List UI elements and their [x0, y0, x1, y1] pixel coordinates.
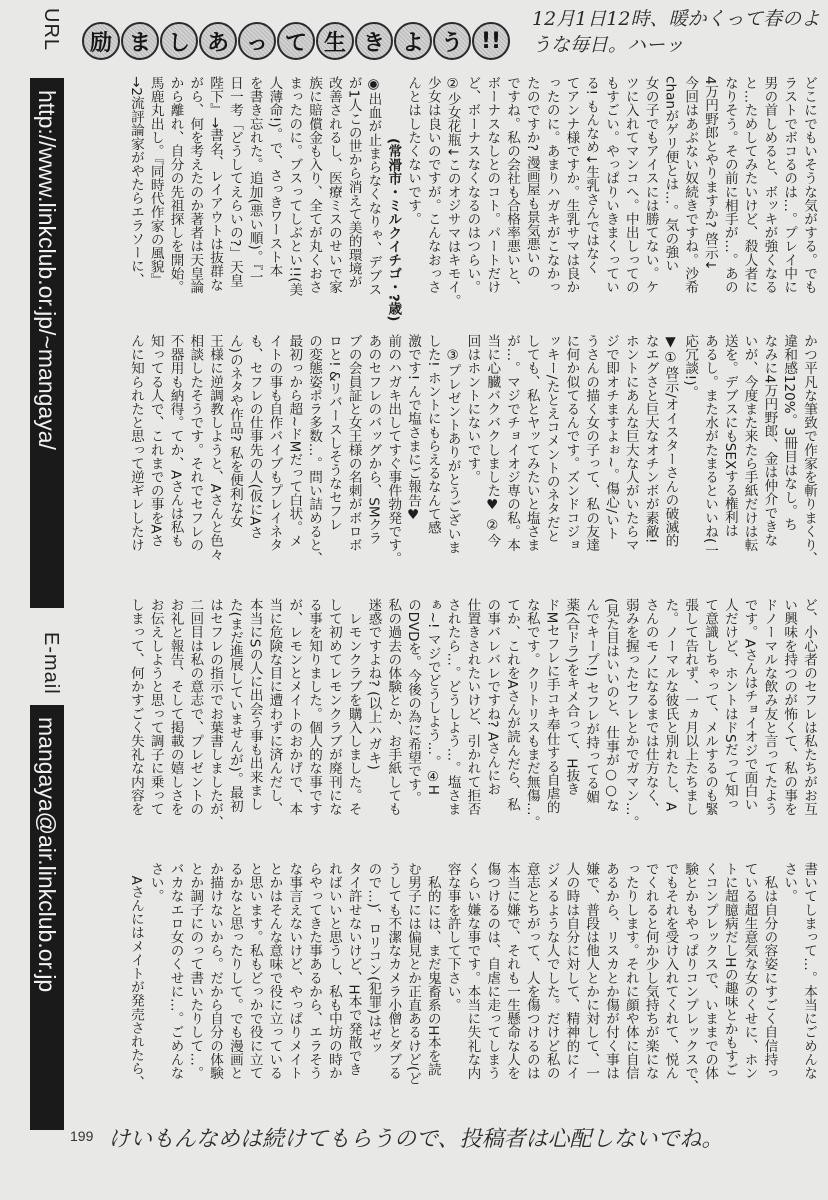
text-column: 本当に嫌で、それも一生懸命な人を: [504, 862, 521, 1080]
text-column: い興味を持つのが怖くて、私の事を: [781, 598, 798, 816]
text-column: から離れ、自分の先祖探しを開始。: [167, 76, 184, 294]
text-column: る事を知りました。個人的な事です: [306, 598, 323, 816]
text-column: を書き忘れた。追加(悪い順)。『一: [246, 76, 263, 284]
title-circle-char: て: [277, 22, 315, 60]
text-column: な事言えないけど、やっぱりメイト: [286, 862, 303, 1080]
text-column: です。Aさんはチョイオジで面白い: [741, 598, 758, 812]
text-column: 書いてしまって…。本当にごめんな: [801, 862, 817, 1080]
email-label: E-mail: [40, 632, 62, 695]
text-column: の事バレバレですね? Aさんにお: [484, 598, 501, 796]
text-column: ロと! &リバースしそうなセフレ: [325, 334, 342, 532]
text-column: と思います。私もどっかで役に立て: [246, 862, 263, 1080]
text-column: はセフレの指示でお葉書しましたが、: [207, 598, 224, 830]
letter-tier-3: [86, 598, 818, 844]
text-column: お伝えしようと思って調子に乗って: [147, 598, 164, 816]
text-column: ◉出血が止まらなくなりゃ、デブス: [365, 76, 382, 296]
text-column: ▼①啓示/オイスターさんの破滅的: [662, 334, 679, 548]
text-column: ジメるような人でした。だけど私の: [543, 862, 560, 1080]
text-column: も、セフレの仕事先の人(仮にAさ: [246, 334, 263, 540]
text-column: な私です。クリトリスもまだ無傷…。: [523, 598, 540, 830]
title-circle-char: 励: [82, 22, 120, 60]
text-column: どこにでもいそうな気がする。でも: [801, 76, 817, 294]
text-column: 仕置きされたいけど、引かれて拒否: [464, 598, 481, 816]
text-column: さんのモノになるまでは仕方なく、: [642, 598, 659, 816]
text-column: ラストでボコるのは…。プレイ中に: [781, 76, 798, 294]
text-column: あのセフレのバッグから、SMクラ: [365, 334, 382, 545]
text-column: 弱みを握ったセフレとかでガマン…。: [622, 598, 639, 830]
text-column: ど、ボーナスなくなるのはつらい。: [464, 76, 481, 294]
text-column: 当に心臓バクバクしました♥ ②今: [484, 334, 501, 548]
text-column: イトの事も自作バイブもプレイネタ: [266, 334, 283, 552]
text-column: 最初っから超~ドMだって白状。メ: [286, 334, 303, 548]
email-link[interactable]: mangaya@air.linkclub.or.jp: [34, 717, 60, 993]
text-column: バカなエロ女のくせに…。ごめんな: [167, 862, 184, 1080]
text-column: んに知られたと思って逆ギレしたけ: [127, 334, 144, 552]
letter-tier-1: [86, 76, 818, 322]
title-circle-char: 生: [316, 22, 354, 60]
page-number: 199: [70, 1128, 94, 1144]
text-column: 改善されるし、医療ミスのせいで家: [325, 76, 342, 294]
text-column: 本当にSの人に出会う事も出来まし: [246, 598, 263, 811]
url-bar: [30, 78, 64, 608]
text-column: お礼と報告、そして掲載の嬉しさを: [167, 598, 184, 816]
text-column: した! ホントにもらえるなんて感: [424, 334, 441, 535]
text-column: ったのに。あまりハガキがこなかっ: [543, 76, 560, 294]
text-column: あるから、リスカとか傷が付く事は: [603, 862, 620, 1080]
text-column: くらい嫌な事です。本当に失礼な内: [464, 862, 481, 1080]
text-column: の変態姿ポラ多数…。問い詰めると、: [306, 334, 323, 566]
text-column: ブの会員証と女王様の名刺がボロボ: [345, 334, 362, 552]
url-link[interactable]: http://www.linkclub.or.jp/~mangaya/: [34, 90, 60, 450]
text-column: なみに4万円野郎、金は仲介できな: [761, 334, 778, 547]
text-column: まったのに。ブスってしぶとい!!(美: [286, 76, 303, 297]
text-column: 前のハガキ出してすぐ事件勃発です。: [385, 334, 402, 566]
text-column: 女の子でもアイスには勝てない。ケ: [642, 76, 659, 294]
text-column: ったりします。それに顔や体に自信: [622, 862, 639, 1080]
text-column: 4万円野郎とやりますか? 啓示↓: [702, 76, 719, 271]
title-circle-char: よ: [394, 22, 432, 60]
text-column: 嫌で、普段は他人とかに対して、一: [583, 862, 600, 1080]
text-column: 王様に逆調教しようと、Aさんと色々: [207, 334, 224, 561]
text-column: て意識しちゃって、メルするのも緊: [702, 598, 719, 816]
text-column: chanがゲリ便とは…。気の強い: [662, 76, 679, 273]
text-column: んとはしたくないです。: [405, 76, 422, 226]
text-column: るかなと思ったりして。でも漫画と: [226, 862, 243, 1080]
text-column: てアンナ様ですか。生乳サマは良か: [563, 76, 580, 294]
text-column: 人薄命!)。で、さっきワースト本: [266, 76, 283, 278]
text-column: 知ってる人で、これまでの事をAさ: [147, 334, 164, 548]
text-column: 族に賠償金も入り、全てが丸くおさ: [306, 76, 323, 294]
text-column: が、レモンとメイトのおかげで、本: [286, 598, 303, 816]
title-circle-char: し: [160, 22, 198, 60]
text-column: た。ノーマルな彼氏と別れたし、A: [662, 598, 679, 812]
text-column: ボーナスなしとのコト。パートだけ: [484, 76, 501, 294]
text-column: ホントにあんな巨大な人がいたらマ: [622, 334, 639, 552]
text-column: 私の過去の体験とか、お手紙しても: [385, 598, 402, 816]
text-column: 傷つけるのは、自虐に走ってしまう: [484, 862, 501, 1080]
text-column: トに超臆病だしHの趣味とかもすご: [721, 862, 738, 1077]
text-column: 容な事を許して下さい。: [444, 862, 461, 1012]
text-column: が…。マジでチョイオジ専の私。本: [504, 334, 521, 552]
text-column: む男子には偏見とか正直あるけど(ど: [405, 862, 422, 1085]
title-circle-char: っ: [238, 22, 276, 60]
text-column: 陛下』→書名、レイアウトは抜群な: [207, 76, 224, 292]
title-circle-char: !!: [472, 22, 510, 60]
url-label: URL: [40, 8, 62, 52]
text-column: のDVDを。今後の為に希望です。: [405, 598, 422, 805]
text-column: ッキー/たとえコメントのネタだと: [543, 334, 560, 543]
bottom-handwritten-note: けいもんなめは続けてもらうので、投稿者は心配しないでね。: [108, 1127, 724, 1152]
text-column: 応冗談!)。: [682, 334, 699, 400]
text-column: 不器用も納得。てか、Aさんは私も: [167, 334, 184, 548]
text-column: うしても不潔なカメラ小僧とダブる: [385, 862, 402, 1080]
email-bar: [30, 705, 64, 1130]
text-column: されたら…。どうしよう…。塩さま: [444, 598, 461, 816]
text-column: しまって、何かすごく失礼な内容を: [127, 598, 144, 816]
text-column: ど、小心者のセフレは私たちがお互: [801, 598, 817, 816]
text-column: 当に危険な目に遭わずに済んだし、: [266, 598, 283, 816]
text-column: しても、私とヤッてみたいと塩さま: [523, 334, 540, 552]
text-column: 激です! んで塩さまにご報告♥: [405, 334, 422, 523]
text-column: た(まだ進展していませんが)。最初: [226, 598, 243, 813]
text-column: 迷惑ですよね? (以上ハガキ): [365, 598, 382, 770]
text-column: 私的には、まだ鬼畜系のH本を読: [424, 862, 441, 1077]
text-column: 人だけど、ホントはドSだって知っ: [721, 598, 738, 811]
text-column: でくれると何か少し気持ちが楽にな: [642, 862, 659, 1080]
text-column: 男の首しめると、ボッキが強くなる: [761, 76, 778, 294]
text-column: なエグさと巨大なオチンボが素敵!: [642, 334, 659, 544]
text-column: して初めてレモンクラブが廃刊にな: [325, 598, 342, 816]
text-column: か描けないから。だから自分の体験: [207, 862, 224, 1080]
text-column: とか調子にのって書いたりして…。: [187, 862, 204, 1080]
sender-credit: (常滑市・ミルクイチゴ・?歳): [385, 138, 402, 322]
text-column: あるし。また水がたまるといいね(一: [702, 334, 719, 557]
text-column: 馬鹿丸出し。『同時代作家の風貌』: [147, 76, 164, 287]
text-column: 人の時は自分に対して、精神的にイ: [563, 862, 580, 1080]
text-column: がら、何を考えたのか著者は天皇論: [187, 76, 204, 294]
text-column: ②少女花瓶↓このオジサマはキモイ。: [444, 76, 461, 308]
text-column: 私は自分の容姿にすごく自信持っ: [761, 862, 778, 1080]
text-column: でもそれを受け入れてくれて、悦ん: [662, 862, 679, 1080]
text-column: ん)のネタや作品? 私を便利な女: [226, 334, 243, 528]
text-column: んでキープ!) セフレが持ってる媚: [583, 598, 600, 804]
text-column: 張して告れず、一ヵ月以上たちまし: [682, 598, 699, 816]
text-column: ている超生意気な女のくせに、ホン: [741, 862, 758, 1080]
text-column: かつ平凡な筆致で作家を斬りまくり、: [801, 334, 817, 566]
text-column: が1人この世から消えて美的環境が: [345, 76, 362, 289]
text-column: くコンプレックスで、いままでの体: [702, 862, 719, 1080]
title-circle-char: ま: [121, 22, 159, 60]
text-column: ドノーマルな飲み友と言ってたよう: [761, 598, 778, 816]
text-column: レモンクラブを購入しました。そ: [345, 598, 362, 816]
title-circle-char: う: [433, 22, 471, 60]
text-column: ので…)、ロリコン(犯罪)はゼッ: [365, 862, 382, 1055]
text-column: 今回はあぶない奴続きですね。沙希: [682, 76, 699, 294]
text-column: 送を。デブスにもSEXする権利は: [721, 334, 738, 538]
text-column: 少女は良いのですが。こんなおっさ: [424, 76, 441, 294]
text-column: 薬(合ドラ)をキメ合って、H抜き: [563, 598, 580, 796]
text-column: ③プレゼントありがとうございま: [444, 334, 461, 554]
text-column: とかはそんな意味で役に立っている: [266, 862, 283, 1080]
text-column: ですね。私の会社も合格率悪いと、: [504, 76, 521, 294]
text-column: なりそう。その前に相手が…。あの: [721, 76, 738, 294]
letter-tier-2: [86, 334, 818, 580]
text-column: 日一考「どうしてえらいの?」天皇: [226, 76, 243, 288]
text-column: 相談したそうです。それでセフレの: [187, 334, 204, 552]
text-column: 二回目は私の意志で、プレゼントの: [187, 598, 204, 816]
letter-tier-4: [86, 862, 818, 1108]
text-column: らやってきた事あるから、エラそう: [306, 862, 323, 1080]
handwritten-note: 12月1日12時、暖かくって春のような毎日。ハーッ: [532, 8, 821, 56]
text-column: いが、今度また来たら手紙だけは転: [741, 334, 758, 552]
text-column: 回はホントにないです。: [464, 334, 481, 484]
text-column: に何か似てるんです。ズンドコジョ: [563, 334, 580, 552]
text-column: ドMセフレに手コキ奉仕する自虐的: [543, 598, 560, 814]
text-column: さい。: [147, 862, 164, 903]
section-title: [82, 22, 510, 60]
text-column: →2流評論家がやたらエラソーに、: [127, 76, 144, 287]
text-column: (見た目はいいのと、仕事が○○な: [603, 598, 620, 813]
text-column: と…ためしてみたいけど、殺人者に: [741, 76, 758, 294]
text-column: ジで即オチますよぉ~。傷心/いト: [603, 334, 620, 541]
text-column: たのですか? 漫画屋も景気悪いの: [523, 76, 540, 278]
text-column: 意志とちがって、人を傷つけるのは: [523, 862, 540, 1080]
text-column: ぁ~! マジでどうしよう…。④H: [424, 598, 441, 795]
text-column: る! もんなめ↓生乳さんではなく: [583, 76, 600, 274]
text-column: ればいいと思うし、私も中坊の時か: [325, 862, 342, 1080]
text-column: さい。: [781, 862, 798, 903]
title-circle-char: あ: [199, 22, 237, 60]
text-column: てか、これをAさんが読んだら、私: [504, 598, 521, 812]
text-column: もすごい。やっぱりいきまくってい: [603, 76, 620, 294]
title-circle-char: き: [355, 22, 393, 60]
text-column: タイ許せないけど、H本で発散でき: [345, 862, 362, 1077]
text-column: Aさんにはメイトが発売されたら、: [127, 862, 144, 1089]
text-column: 違和感120%。3冊目はなし。ち: [781, 334, 798, 532]
text-column: 験とかもやっぱりコンプレックスで、: [682, 862, 699, 1094]
text-column: ツに入れてマンコへ。中出しっての: [622, 76, 639, 294]
text-column: うさんの描く女の子って、私の友達: [583, 334, 600, 552]
